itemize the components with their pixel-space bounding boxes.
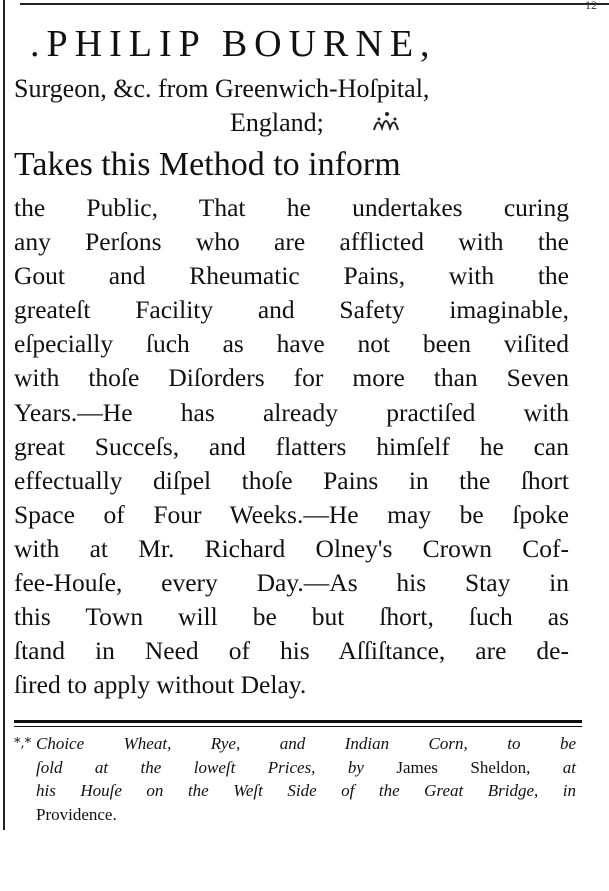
advertiser-origin: England; — [230, 108, 324, 137]
lead-line: Takes this Method to inform — [14, 146, 401, 183]
merchant-name: James Sheldon, — [396, 757, 531, 777]
body-line: greateſt Facility and Safety imaginable, — [14, 295, 569, 325]
section-divider — [14, 720, 582, 723]
notice-text: at — [562, 757, 577, 777]
body-line: effectually diſpel thoſe Pains in the ſhort — [14, 465, 569, 495]
ornament-icon — [370, 110, 404, 134]
section-divider-thin — [14, 726, 582, 727]
notice-line: Providence. — [36, 804, 117, 824]
body-line: ſtand in Need of his Aſſiſtance, are de- — [14, 636, 569, 666]
body-line: with at Mr. Richard Olney's Crown Cof- — [14, 533, 569, 563]
notice-text: ſold at the loweſt Prices, by — [36, 757, 364, 777]
body-line: this Town will be but ſhort, ſuch as — [14, 602, 569, 632]
body-line: Gout and Rheumatic Pains, with the — [14, 261, 569, 291]
top-border-rule — [20, 3, 609, 5]
notice-line: Choice Wheat, Rye, and Indian Corn, to be — [36, 734, 576, 753]
body-line: great Succeſs, and flatters himſelf he can — [14, 431, 569, 461]
notice-marker: *,* — [14, 736, 32, 751]
advertisement-body — [14, 191, 574, 702]
body-line: with thoſe Diſorders for more than Seven — [14, 363, 569, 393]
body-line: the Public, That he undertakes curing — [14, 193, 569, 222]
body-line: Years.—He has already practiſed with — [14, 397, 569, 427]
page-mark: 12 — [585, 0, 597, 12]
body-line: eſpecially ſuch as have not been viſited — [14, 329, 569, 359]
notice-line — [36, 756, 576, 780]
notice-line: his Houſe on the Weſt Side of the Great Bridge, in — [36, 781, 576, 800]
body-line: ſired to apply without Delay. — [14, 670, 307, 700]
left-border-rule — [3, 0, 5, 830]
body-line: any Perſons who are afflicted with the — [14, 227, 569, 257]
body-line: fee-Houſe, every Day.—As his Stay in — [14, 568, 569, 598]
advertiser-title: Surgeon, &c. from Greenwich-Hoſpital, — [14, 74, 430, 103]
body-line: Space of Four Weeks.—He may be ſpoke — [14, 499, 569, 529]
secondary-notice — [36, 732, 576, 826]
advertiser-name: .PHILIP BOURNE, — [30, 23, 437, 65]
